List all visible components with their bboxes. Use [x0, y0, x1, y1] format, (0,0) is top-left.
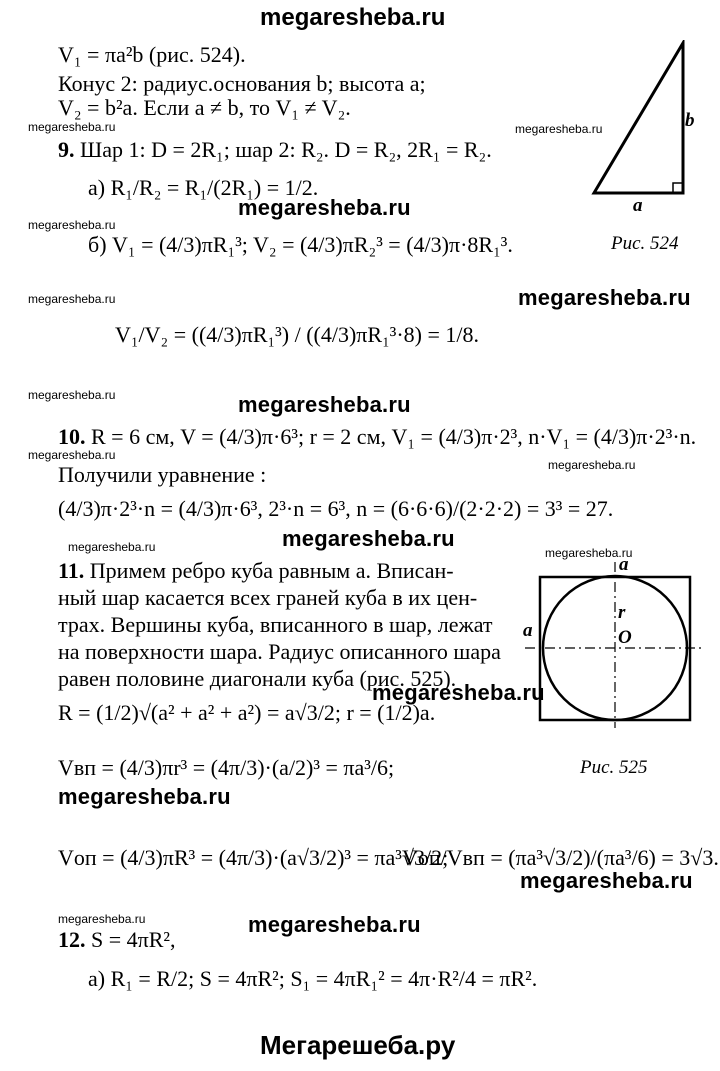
problem11-line5: равен половине диагонали куба (рис. 525).: [58, 666, 457, 691]
watermark-small: megaresheba.ru: [58, 912, 146, 926]
watermark-big: megaresheba.ru: [282, 526, 455, 551]
problem12-number: 12.: [58, 927, 86, 952]
problem10-statement: [58, 424, 696, 450]
problem11-line1: [58, 558, 454, 584]
header-site: megaresheba.ru: [260, 4, 446, 31]
fig524-label-b: b: [685, 110, 695, 131]
fig525-label-a-left: a: [523, 620, 533, 641]
watermark-small: megaresheba.ru: [548, 458, 636, 472]
fig525-label-r: r: [618, 602, 626, 623]
watermark-big: megaresheba.ru: [372, 680, 545, 705]
problem9-text: Шар 1: D = 2R₁; шар 2: R₂. D = R₂, 2R₁ = R₂.: [80, 137, 492, 162]
problem11-line2: ный шар касается всех граней куба в их цен-: [58, 585, 478, 610]
problem9-part-a: а) R₁/R₂ = R₁/(2R₁) = 1/2.: [88, 175, 319, 200]
watermark-big: megaresheba.ru: [518, 285, 691, 310]
problem10-equation: (4/3)π·2³·n = (4/3)π·6³, 2³·n = 6³, n = (6·6·6)/(2·2·2) = 3³ = 27.: [58, 496, 614, 521]
watermark-small: megaresheba.ru: [28, 218, 116, 232]
fig525-caption: Рис. 525: [580, 757, 648, 778]
prev-line3: V₂ = b²a. Если a ≠ b, то V₁ ≠ V₂.: [58, 95, 351, 120]
problem11-text: Примем ребро куба равным a. Вписан-: [89, 558, 454, 583]
footer-site: Мегарешеба.ру: [260, 1030, 456, 1060]
problem11-line3: трах. Вершины куба, вписанного в шар, лежат: [58, 612, 493, 637]
watermark-small: megaresheba.ru: [515, 122, 603, 136]
watermark-small: megaresheba.ru: [68, 540, 156, 554]
problem9-part-b: б) V₁ = (4/3)πR₁³; V₂ = (4/3)πR₂³ = (4/3)π·8R₁³.: [88, 232, 513, 257]
problem12-text: S = 4πR²,: [91, 927, 176, 952]
problem10-number: 10.: [58, 424, 86, 449]
problem10-text: R = 6 см, V = (4/3)π·6³; r = 2 см, V₁ = (4/3)π·2³, n·V₁ = (4/3)π·2³·n.: [91, 424, 697, 449]
watermark-big: megaresheba.ru: [520, 868, 693, 893]
fig524-caption: Рис. 524: [611, 233, 679, 254]
fig524-label-a: a: [633, 195, 643, 216]
problem9-number: 9.: [58, 137, 75, 162]
problem9-ratio: V₁/V₂ = ((4/3)πR₁³) / ((4/3)πR₁³·8) = 1/8.: [115, 322, 480, 347]
problem12-part-a: а) R₁ = R/2; S = 4πR²; S₁ = 4πR₁² = 4π·R²/4 = πR².: [88, 966, 538, 991]
problem11-number: 11.: [58, 558, 85, 583]
watermark-small: megaresheba.ru: [545, 546, 633, 560]
watermark-big: megaresheba.ru: [238, 195, 411, 220]
problem11-formula-Vvp: Vвп = (4/3)πr³ = (4π/3)·(a/2)³ = πa³/6;: [58, 755, 395, 780]
figure-524-triangle: [590, 40, 700, 200]
watermark-small: megaresheba.ru: [28, 448, 116, 462]
problem12-statement: [58, 927, 176, 953]
problem11-line4: на поверхности шара. Радиус описанного шара: [58, 639, 501, 664]
watermark-big: megaresheba.ru: [248, 912, 421, 937]
prev-line1: V₁ = πa²b (рис. 524).: [58, 42, 246, 67]
fig525-label-a-top: a: [619, 554, 629, 575]
watermark-small: megaresheba.ru: [28, 292, 116, 306]
prev-line2: Конус 2: радиус.основания b; высота a;: [58, 71, 426, 96]
problem11-formula-ratio: Vоп/Vвп = (πa³√3/2)/(πa³/6) = 3√3.: [402, 845, 719, 870]
problem11-formula-R: R = (1/2)√(a² + a² + a²) = a√3/2; r = (1/2)a.: [58, 700, 436, 725]
watermark-small: megaresheba.ru: [28, 120, 116, 134]
problem9-statement: [58, 137, 492, 163]
fig525-label-O: O: [618, 627, 632, 648]
watermark-big: megaresheba.ru: [238, 392, 411, 417]
problem11-formula-Vop: Vоп = (4/3)πR³ = (4π/3)·(a√3/2)³ = πa³√3/2;: [58, 845, 449, 870]
watermark-big: megaresheba.ru: [58, 784, 231, 809]
problem10-intro: Получили уравнение :: [58, 462, 267, 487]
watermark-small: megaresheba.ru: [28, 388, 116, 402]
figure-525-sphere: [520, 560, 710, 730]
